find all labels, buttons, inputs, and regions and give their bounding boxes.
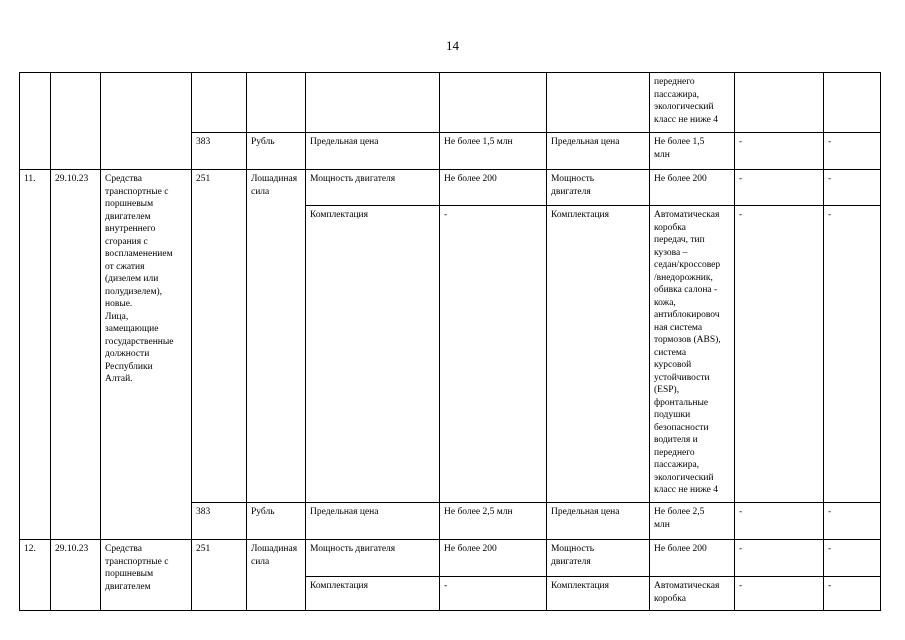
table-cell: Не более 200 (440, 170, 547, 206)
okpd-code: 29.10.23 (51, 170, 101, 540)
table-cell: Рубль (247, 133, 306, 170)
table-cell (247, 73, 306, 133)
table-cell: - (735, 133, 824, 170)
table-cell: 383 (192, 503, 247, 540)
item-name: Средства транспортные с поршневым двигателем (101, 540, 192, 611)
characteristics-table (19, 72, 881, 611)
table-cell: Рубль (247, 503, 306, 540)
table-cell: Не более 1,5 млн (440, 133, 547, 170)
table-cell: - (735, 540, 824, 577)
table-cell (20, 73, 51, 170)
table-cell: Не более 200 (650, 170, 735, 206)
table-cell: Мощность двигателя (306, 540, 440, 577)
table-cell: Не более 2,5 млн (440, 503, 547, 540)
table-cell: 251 (192, 540, 247, 611)
table-cell: Лошадиная сила (247, 170, 306, 503)
table-cell: - (735, 170, 824, 206)
table-row (20, 540, 881, 577)
table-cell (101, 73, 192, 170)
table-cell: Мощность двигателя (547, 540, 650, 577)
table-cell: Мощность двигателя (306, 170, 440, 206)
table-cell (547, 73, 650, 133)
page-number: 14 (446, 38, 459, 53)
okpd-code: 29.10.23 (51, 540, 101, 611)
table-cell: - (824, 577, 881, 611)
table-cell: - (735, 503, 824, 540)
table-cell (440, 73, 547, 133)
table-row (20, 73, 881, 133)
table-cell: - (824, 133, 881, 170)
table-cell: - (824, 206, 881, 503)
table-cell (824, 73, 881, 133)
table-cell: Не более 200 (440, 540, 547, 577)
table-row (20, 170, 881, 206)
table-cell: - (824, 503, 881, 540)
table-cell (306, 73, 440, 133)
item-number: 12. (20, 540, 51, 611)
table-cell: Комплектация (547, 206, 650, 503)
table-cell: Лошадиная сила (247, 540, 306, 611)
table-cell: Предельная цена (306, 503, 440, 540)
table-cell: 251 (192, 170, 247, 503)
table-cell: Комплектация (306, 206, 440, 503)
table-cell: Комплектация (306, 577, 440, 611)
table-cell: Предельная цена (306, 133, 440, 170)
table-cell: Мощность двигателя (547, 170, 650, 206)
table-cell: - (735, 577, 824, 611)
item-name: Средства транспортные с поршневым двигателем внутреннего сгорания с воспламенением от сжатия (дизелем или полудизелем), новые. Лица, замещающие государственные должности Республики Алтай. (101, 170, 192, 540)
table-cell: Предельная цена (547, 503, 650, 540)
table-cell (735, 73, 824, 133)
table-cell: Автоматическая коробка передач, тип кузова – седан/кроссовер /внедорожник, обивка салона - кожа, антиблокировоч ная система тормозов (ABS), система курсовой устойчивости (ESP), фронтальные подушки безопасности водителя и переднего пассажира, экологический класс не ниже 4 (650, 206, 735, 503)
table-cell: Не более 1,5 млн (650, 133, 735, 170)
table-cell: Не более 200 (650, 540, 735, 577)
table-cell: - (440, 206, 547, 503)
table-cell: Предельная цена (547, 133, 650, 170)
table-cell: переднего пассажира, экологический класс не ниже 4 (650, 73, 735, 133)
table-cell: - (735, 206, 824, 503)
table-cell: - (440, 577, 547, 611)
table-cell (51, 73, 101, 170)
table-cell: Комплектация (547, 577, 650, 611)
item-number: 11. (20, 170, 51, 540)
table-cell: - (824, 540, 881, 577)
table-cell (192, 73, 247, 133)
table-cell: Автоматическая коробка (650, 577, 735, 611)
table-cell: Не более 2,5 млн (650, 503, 735, 540)
table-cell: 383 (192, 133, 247, 170)
table-cell: - (824, 170, 881, 206)
